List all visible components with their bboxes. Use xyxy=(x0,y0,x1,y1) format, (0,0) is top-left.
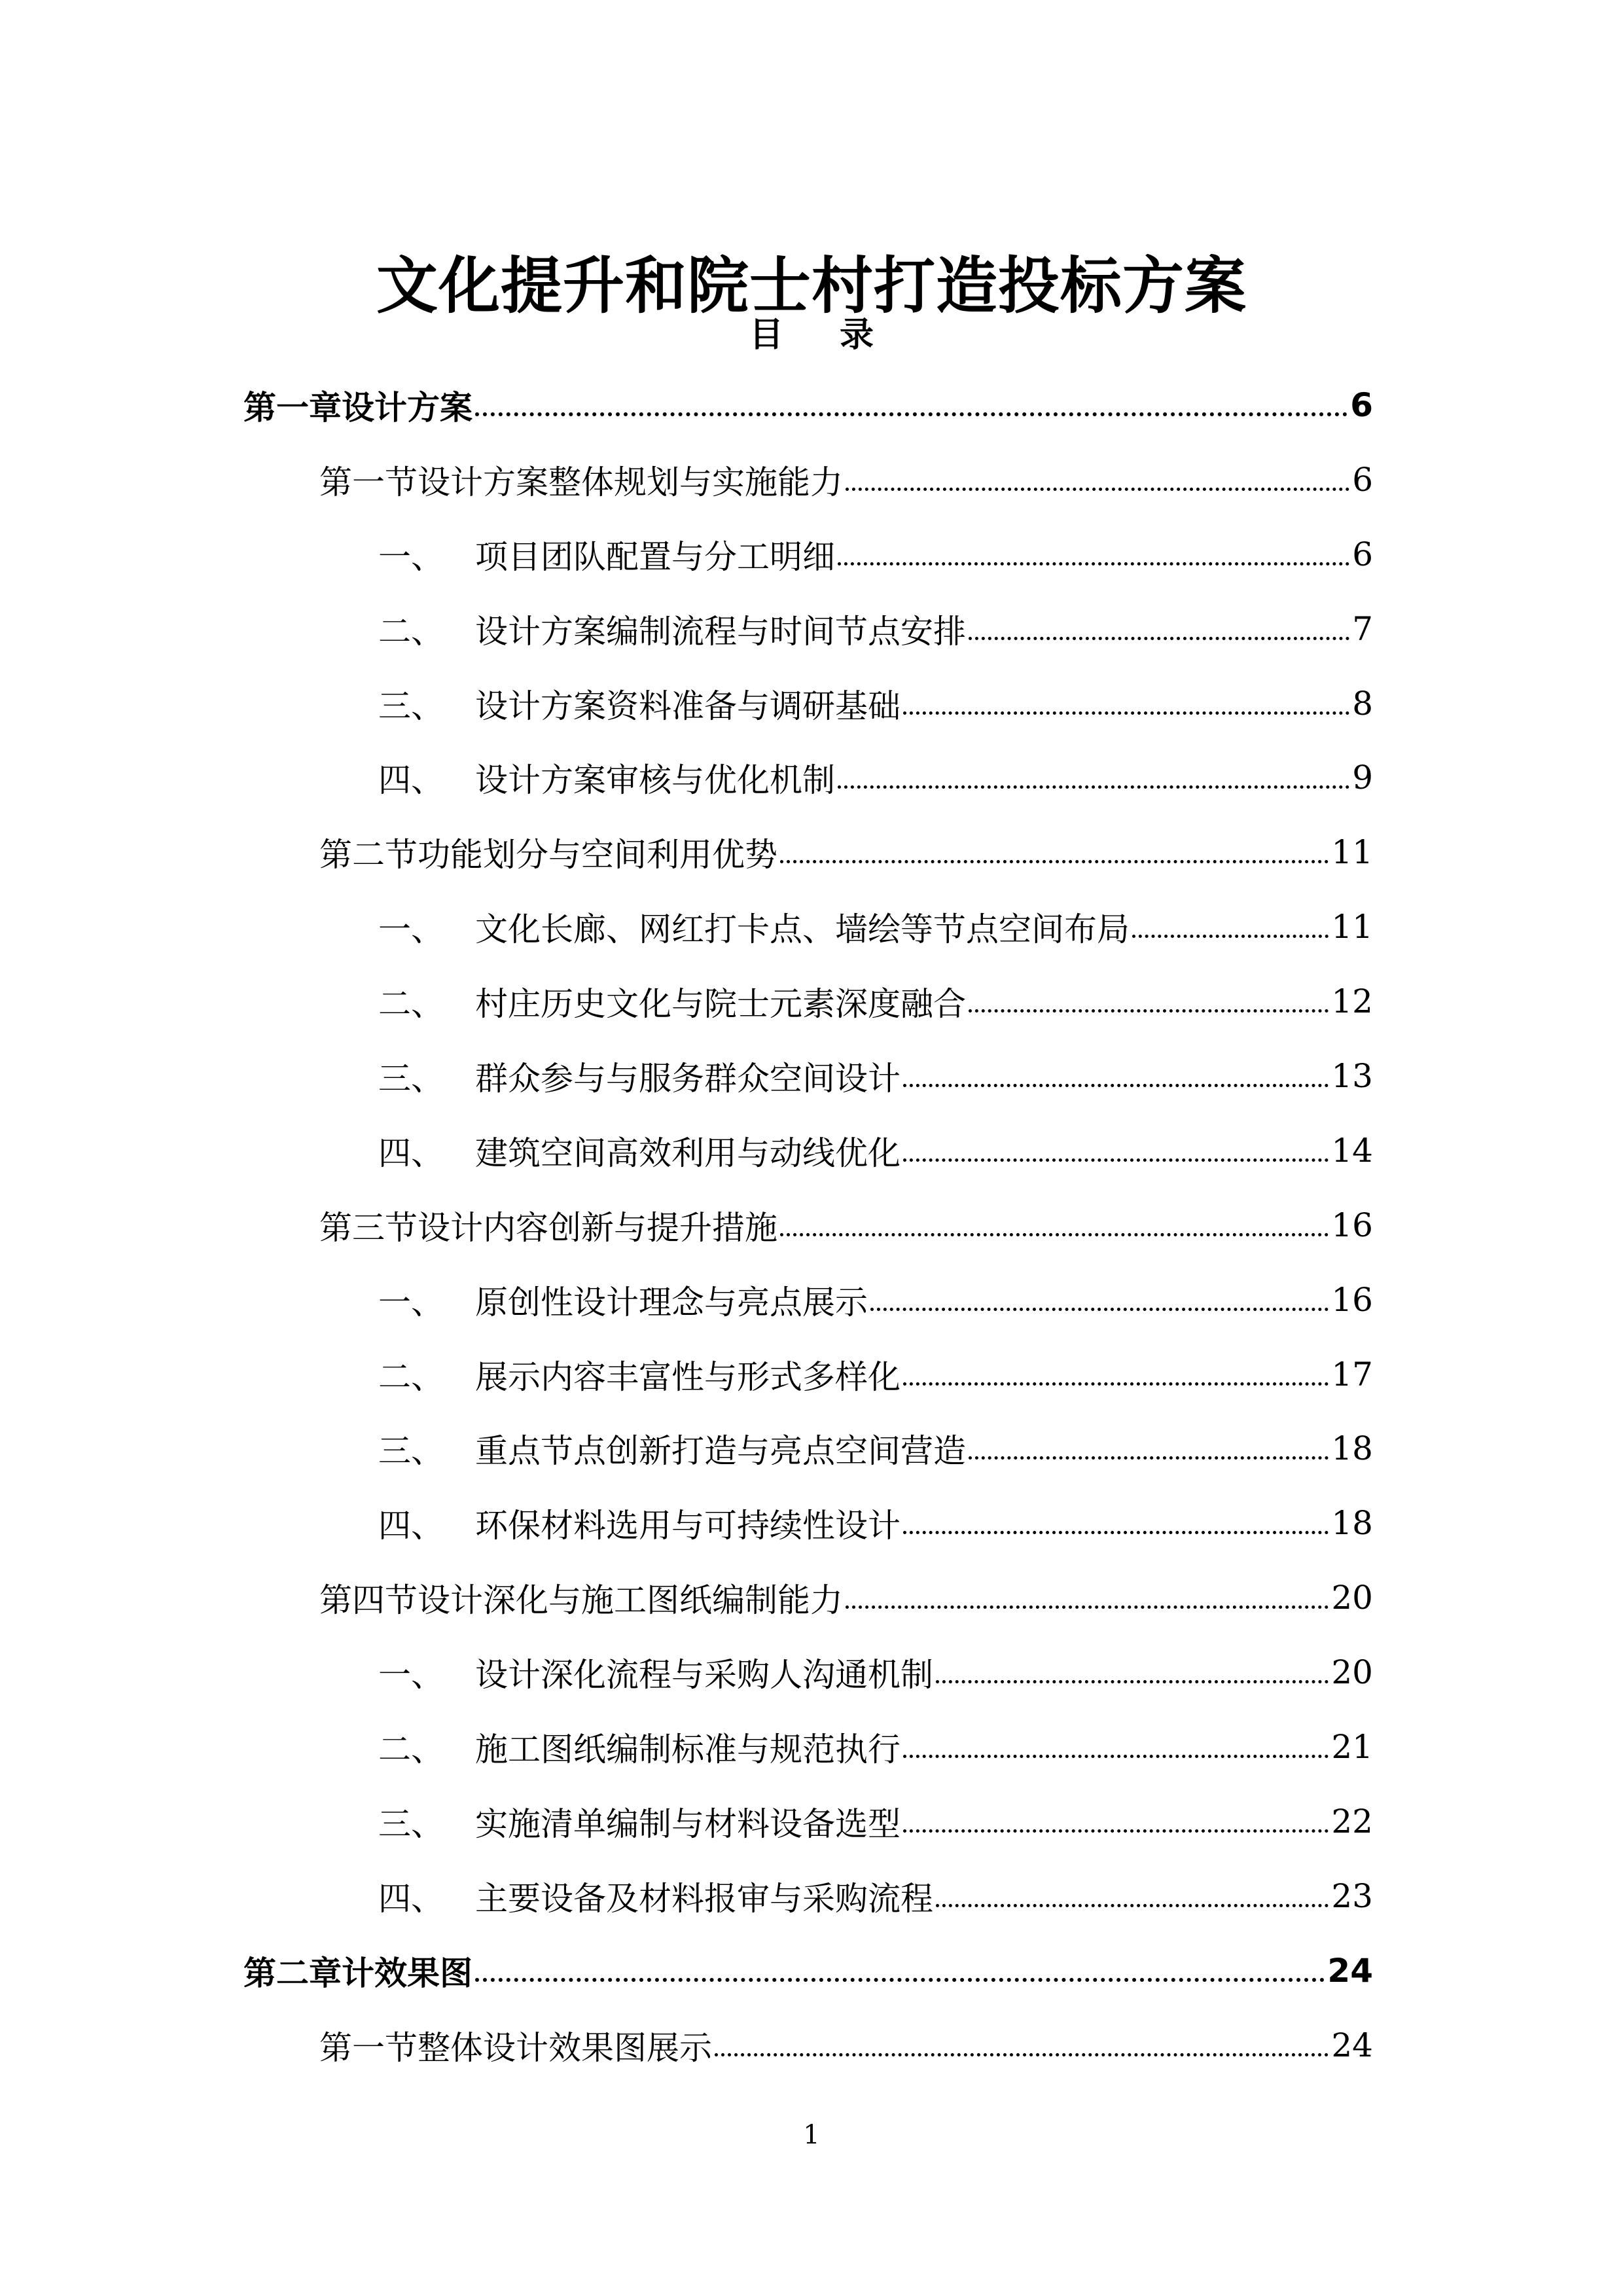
toc-entry-text: 设计方案 xyxy=(342,388,473,427)
toc-entry-text: 重点节点创新打造与亮点空间营造 xyxy=(475,1432,966,1471)
toc-leader-dots xyxy=(936,1880,1329,1912)
toc-leader-dots xyxy=(903,1060,1329,1092)
toc-leader-dots xyxy=(846,1581,1329,1614)
toc-entry-section[interactable] xyxy=(0,815,1623,889)
toc-entry-text: 设计方案编制流程与时间节点安排 xyxy=(475,612,966,651)
toc-entry-page: 18 xyxy=(1331,1429,1373,1468)
toc-entry-label: 二、 xyxy=(378,612,444,651)
toc-entry-text: 设计方案审核与优化机制 xyxy=(475,761,835,800)
toc-entry-text: 设计深化与施工图纸编制能力 xyxy=(418,1581,843,1620)
toc-entry-item[interactable] xyxy=(0,1263,1623,1337)
toc-entry-label: 第四节 xyxy=(319,1581,418,1620)
toc-entry-label: 四、 xyxy=(378,1879,444,1918)
document-title: 文化提升和院士村打造投标方案 xyxy=(376,250,1247,322)
toc-entry-label: 四、 xyxy=(378,761,444,800)
toc-entry-item[interactable] xyxy=(0,592,1623,666)
toc-entry-text: 文化长廊、网红打卡点、墙绘等节点空间布局 xyxy=(475,910,1130,949)
toc-leader-dots xyxy=(969,1432,1329,1465)
toc-leader-dots xyxy=(903,1134,1329,1167)
table-of-contents xyxy=(0,368,1623,2082)
toc-entry-page: 12 xyxy=(1331,982,1373,1021)
toc-entry-label: 三、 xyxy=(378,687,444,725)
toc-leader-dots xyxy=(969,613,1349,645)
toc-entry-label: 一、 xyxy=(378,910,444,949)
toc-entry-label: 第一节 xyxy=(319,463,418,501)
toc-entry-label: 三、 xyxy=(378,1059,444,1098)
toc-entry-label: 四、 xyxy=(378,1134,444,1172)
toc-entry-page: 20 xyxy=(1331,1579,1373,1617)
toc-entry-item[interactable] xyxy=(0,517,1623,592)
toc-entry-label: 二、 xyxy=(378,985,444,1024)
toc-entry-text: 设计深化流程与采购人沟通机制 xyxy=(475,1656,933,1695)
toc-entry-item[interactable] xyxy=(0,666,1623,741)
toc-entry-page: 17 xyxy=(1331,1355,1373,1393)
toc-leader-dots xyxy=(870,1283,1329,1316)
toc-entry-item[interactable] xyxy=(0,1784,1623,1859)
toc-entry-label: 四、 xyxy=(378,1507,444,1545)
toc-entry-page: 21 xyxy=(1331,1727,1373,1766)
toc-entry-item[interactable] xyxy=(0,964,1623,1039)
toc-entry-item[interactable] xyxy=(0,1635,1623,1710)
toc-leader-dots xyxy=(903,1731,1329,1763)
toc-leader-dots xyxy=(969,985,1329,1018)
toc-entry-page: 11 xyxy=(1331,908,1373,946)
toc-entry-label: 第一章 xyxy=(243,388,342,427)
toc-leader-dots xyxy=(780,836,1329,869)
toc-entry-text: 设计内容创新与提升措施 xyxy=(418,1208,777,1247)
toc-entry-page: 16 xyxy=(1331,1206,1373,1244)
toc-entry-page: 6 xyxy=(1352,460,1373,499)
toc-leader-dots xyxy=(846,463,1349,496)
toc-entry-item[interactable] xyxy=(0,1039,1623,1113)
toc-entry-item[interactable] xyxy=(0,1337,1623,1412)
toc-entry-chapter[interactable] xyxy=(0,1933,1623,2008)
toc-entry-page: 18 xyxy=(1331,1504,1373,1543)
toc-leader-dots xyxy=(475,389,1347,422)
toc-entry-item[interactable] xyxy=(0,1411,1623,1486)
toc-leader-dots xyxy=(903,1507,1329,1539)
toc-entry-page: 23 xyxy=(1331,1876,1373,1915)
toc-entry-label: 二、 xyxy=(378,1730,444,1768)
toc-entry-section[interactable] xyxy=(0,1560,1623,1635)
toc-entry-text: 项目团队配置与分工明细 xyxy=(475,537,835,576)
toc-entry-text: 环保材料选用与可持续性设计 xyxy=(475,1507,901,1545)
toc-entry-text: 施工图纸编制标准与规范执行 xyxy=(475,1730,901,1768)
toc-entry-text: 主要设备及材料报审与采购流程 xyxy=(475,1879,933,1918)
toc-entry-page: 13 xyxy=(1331,1056,1373,1095)
toc-entry-text: 设计方案资料准备与调研基础 xyxy=(475,687,901,725)
toc-leader-dots xyxy=(780,1209,1329,1242)
toc-leader-dots xyxy=(838,538,1349,571)
toc-entry-text: 功能划分与空间利用优势 xyxy=(418,836,777,874)
toc-entry-label: 一、 xyxy=(378,1656,444,1695)
toc-entry-page: 16 xyxy=(1331,1280,1373,1319)
toc-leader-dots xyxy=(903,687,1349,720)
page-number: 1 xyxy=(803,2120,820,2150)
toc-entry-text: 计效果图 xyxy=(342,1954,473,1992)
toc-entry-text: 村庄历史文化与院士元素深度融合 xyxy=(475,985,966,1024)
toc-entry-page: 7 xyxy=(1352,609,1373,648)
toc-entry-label: 第二节 xyxy=(319,836,418,874)
toc-leader-dots xyxy=(838,761,1349,794)
toc-entry-label: 一、 xyxy=(378,537,444,576)
toc-entry-section[interactable] xyxy=(0,1188,1623,1263)
toc-entry-item[interactable] xyxy=(0,740,1623,815)
toc-entry-item[interactable] xyxy=(0,1710,1623,1784)
toc-entry-section[interactable] xyxy=(0,2008,1623,2083)
toc-leader-dots xyxy=(1132,910,1329,943)
toc-entry-text: 实施清单编制与材料设备选型 xyxy=(475,1804,901,1843)
toc-entry-item[interactable] xyxy=(0,1859,1623,1933)
toc-entry-item[interactable] xyxy=(0,1113,1623,1188)
toc-entry-page: 11 xyxy=(1331,833,1373,872)
toc-entry-label: 一、 xyxy=(378,1283,444,1321)
toc-entry-item[interactable] xyxy=(0,889,1623,964)
toc-leader-dots xyxy=(936,1656,1329,1689)
toc-leader-dots xyxy=(715,2029,1329,2062)
toc-entry-page: 14 xyxy=(1331,1131,1373,1170)
toc-leader-dots xyxy=(475,1954,1325,1987)
toc-entry-text: 原创性设计理念与亮点展示 xyxy=(475,1283,868,1321)
toc-entry-page: 20 xyxy=(1331,1653,1373,1692)
toc-entry-label: 第二章 xyxy=(243,1954,342,1992)
toc-entry-page: 24 xyxy=(1327,1951,1373,1990)
toc-entry-label: 第三节 xyxy=(319,1208,418,1247)
toc-entry-page: 6 xyxy=(1350,386,1373,424)
toc-entry-section[interactable] xyxy=(0,442,1623,517)
toc-entry-text: 设计方案整体规划与实施能力 xyxy=(418,463,843,501)
toc-entry-text: 展示内容丰富性与形式多样化 xyxy=(475,1357,901,1396)
toc-entry-page: 6 xyxy=(1352,535,1373,573)
toc-entry-page: 9 xyxy=(1352,759,1373,797)
toc-heading: 目 录 xyxy=(749,315,897,355)
toc-entry-text: 群众参与与服务群众空间设计 xyxy=(475,1059,901,1098)
toc-entry-text: 整体设计效果图展示 xyxy=(418,2028,712,2067)
toc-leader-dots xyxy=(903,1805,1329,1838)
toc-entry-text: 建筑空间高效利用与动线优化 xyxy=(475,1134,901,1172)
toc-entry-page: 22 xyxy=(1331,1802,1373,1840)
toc-leader-dots xyxy=(903,1358,1329,1391)
toc-entry-item[interactable] xyxy=(0,1486,1623,1560)
toc-entry-label: 三、 xyxy=(378,1804,444,1843)
toc-entry-label: 第一节 xyxy=(319,2028,418,2067)
toc-entry-chapter[interactable] xyxy=(0,368,1623,442)
toc-entry-label: 二、 xyxy=(378,1357,444,1396)
toc-entry-label: 三、 xyxy=(378,1432,444,1471)
toc-entry-page: 24 xyxy=(1331,2026,1373,2064)
toc-entry-page: 8 xyxy=(1352,684,1373,723)
